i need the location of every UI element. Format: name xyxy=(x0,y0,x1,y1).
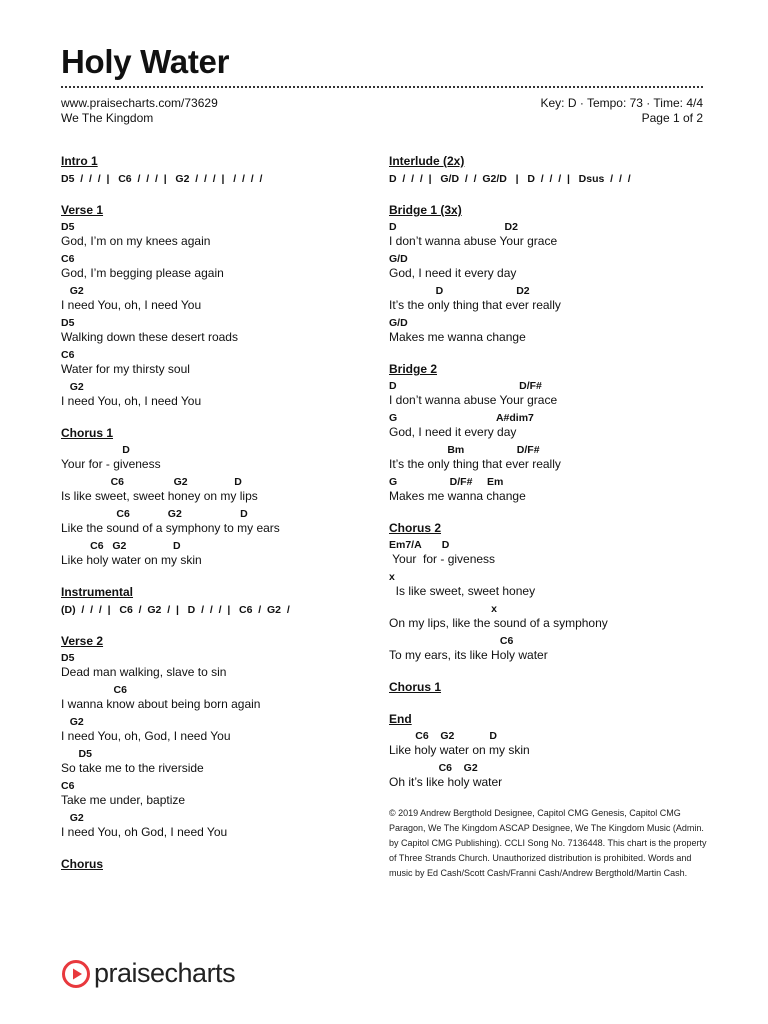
section-chorus-2 xyxy=(389,520,709,663)
lyric-line: I need You, oh, God, I need You xyxy=(61,729,231,743)
section-title: Bridge 2 xyxy=(389,362,438,376)
chord-line: C6 G2 D xyxy=(389,730,497,742)
chord-line: G/D xyxy=(389,317,408,329)
lyric-line: God, I’m begging please again xyxy=(61,266,224,280)
chord-bars: (D) / / / | C6 / G2 / | D / / / | C6 / G2 / xyxy=(61,604,290,616)
lyric-line: I need You, oh, I need You xyxy=(61,298,202,312)
chord-line: G/D xyxy=(389,253,408,265)
chord-bars: D5 / / / | C6 / / / | G2 / / / | / / / / xyxy=(61,173,263,185)
lyric-line: Your for - giveness xyxy=(61,457,161,471)
lyric-line: Take me under, baptize xyxy=(61,793,186,807)
section-verse-2 xyxy=(61,633,371,840)
section-chorus xyxy=(61,856,371,872)
chord-line: C6 xyxy=(61,253,75,265)
chord-line: Bm D/F# xyxy=(389,444,540,456)
chord-line: C6 xyxy=(389,635,514,647)
chord-line: x xyxy=(389,603,497,615)
section-intro-1 xyxy=(61,153,371,186)
song-meta-left xyxy=(61,96,218,126)
section-bridge-2 xyxy=(389,361,709,504)
chord-line: C6 G2 D xyxy=(61,508,248,520)
copyright-notice: © 2019 Andrew Bergthold Designee, Capitol CMG Genesis, Capitol CMG Paragon, We The Kingdom ASCAP Designee, We The Kingdom Music (Admin. by Capitol CMG Publishing). CCLI Song No. 7136448. This chart is the property of Three Strands Church. Unauthorized distribution is prohibited. Words and music by Ed Cash/Scott Cash/Franni Cash/Andrew Bergthold/Martin Cash. xyxy=(389,808,707,878)
lyric-line: To my ears, its like Holy water xyxy=(389,648,548,662)
lyric-line: On my lips, like the sound of a symphony xyxy=(389,616,608,630)
lyric-line: It’s the only thing that ever really xyxy=(389,457,561,471)
lyric-line: I wanna know about being born again xyxy=(61,697,261,711)
left-column xyxy=(61,153,371,888)
lyric-line: God, I need it every day xyxy=(389,266,517,280)
section-chorus-1-repeat xyxy=(389,679,709,695)
chord-line: D5 xyxy=(61,748,92,760)
lyric-line: Water for my thirsty soul xyxy=(61,362,190,376)
song-url[interactable]: www.praisecharts.com/73629 xyxy=(61,96,218,110)
section-title: Intro 1 xyxy=(61,154,98,168)
lyric-line: Like holy water on my skin xyxy=(61,553,202,567)
chord-line: D xyxy=(61,444,130,456)
lyric-line: Makes me wanna change xyxy=(389,330,526,344)
chord-line: C6 xyxy=(61,684,127,696)
lyric-line: Dead man walking, slave to sin xyxy=(61,665,227,679)
play-circle-icon xyxy=(61,959,91,989)
chord-bars: D / / / | G/D / / G2/D | D / / / | Dsus / / / xyxy=(389,173,631,185)
chord-line: G D/F# Em xyxy=(389,476,504,488)
section-title: Chorus 1 xyxy=(61,426,114,440)
section-bridge-1 xyxy=(389,202,709,345)
chord-line: D D2 xyxy=(389,221,518,233)
section-instrumental xyxy=(61,584,371,617)
page-number: Page 1 of 2 xyxy=(641,111,703,125)
section-title: Instrumental xyxy=(61,585,134,599)
lyric-line: I need You, oh God, I need You xyxy=(61,825,228,839)
chord-line: C6 G2 D xyxy=(61,540,181,552)
song-meta-right xyxy=(540,96,703,126)
title-divider xyxy=(61,86,703,88)
lyric-line: Walking down these desert roads xyxy=(61,330,238,344)
section-end xyxy=(389,711,709,790)
lyric-line: Is like sweet, sweet honey on my lips xyxy=(61,489,258,503)
lyric-line: Like the sound of a symphony to my ears xyxy=(61,521,280,535)
lyric-line: God, I need it every day xyxy=(389,425,517,439)
lyric-line: I don’t wanna abuse Your grace xyxy=(389,393,558,407)
artist-name: We The Kingdom xyxy=(61,111,154,125)
praisecharts-logo[interactable] xyxy=(61,958,235,989)
section-verse-1 xyxy=(61,202,371,409)
lyric-line: Is like sweet, sweet honey xyxy=(389,584,536,598)
chord-line: D D2 xyxy=(389,285,530,297)
chord-line: D D/F# xyxy=(389,380,542,392)
lyric-line: I don’t wanna abuse Your grace xyxy=(389,234,558,248)
lyric-line: God, I’m on my knees again xyxy=(61,234,211,248)
lyric-line: It’s the only thing that ever really xyxy=(389,298,561,312)
chord-line: G2 xyxy=(61,716,84,728)
lyric-line: Makes me wanna change xyxy=(389,489,526,503)
section-title: Chorus 2 xyxy=(389,521,442,535)
section-title: Bridge 1 (3x) xyxy=(389,203,462,217)
section-title: Verse 1 xyxy=(61,203,104,217)
section-title: Verse 2 xyxy=(61,634,104,648)
logo-text: praisecharts xyxy=(94,958,236,988)
key-tempo-time: Key: D · Tempo: 73 · Time: 4/4 xyxy=(540,96,703,110)
right-column xyxy=(389,153,709,881)
section-title: Chorus xyxy=(61,857,103,871)
chord-line: G A#dim7 xyxy=(389,412,534,424)
section-title: End xyxy=(389,712,412,726)
chord-line: C6 G2 xyxy=(389,762,478,774)
lyric-line: Like holy water on my skin xyxy=(389,743,530,757)
chord-line: D5 xyxy=(61,317,75,329)
chord-line: x xyxy=(389,571,395,583)
section-interlude xyxy=(389,153,709,186)
lyric-line: So take me to the riverside xyxy=(61,761,204,775)
chord-line: G2 xyxy=(61,381,84,393)
chord-line: G2 xyxy=(61,812,84,824)
section-title: Interlude (2x) xyxy=(389,154,465,168)
chord-line: C6 xyxy=(61,349,75,361)
chord-line: G2 xyxy=(61,285,84,297)
song-title: Holy Water xyxy=(61,43,230,80)
chord-line: C6 xyxy=(61,780,75,792)
section-title: Chorus 1 xyxy=(389,680,442,694)
chord-line: Em7/A D xyxy=(389,539,450,551)
chord-line: D5 xyxy=(61,652,75,664)
lyric-line: I need You, oh, I need You xyxy=(61,394,202,408)
chord-line: D5 xyxy=(61,221,75,233)
chord-line: C6 G2 D xyxy=(61,476,242,488)
lyric-line: Your for - giveness xyxy=(389,552,496,566)
section-chorus-1 xyxy=(61,425,371,568)
lyric-line: Oh it’s like holy water xyxy=(389,775,503,789)
